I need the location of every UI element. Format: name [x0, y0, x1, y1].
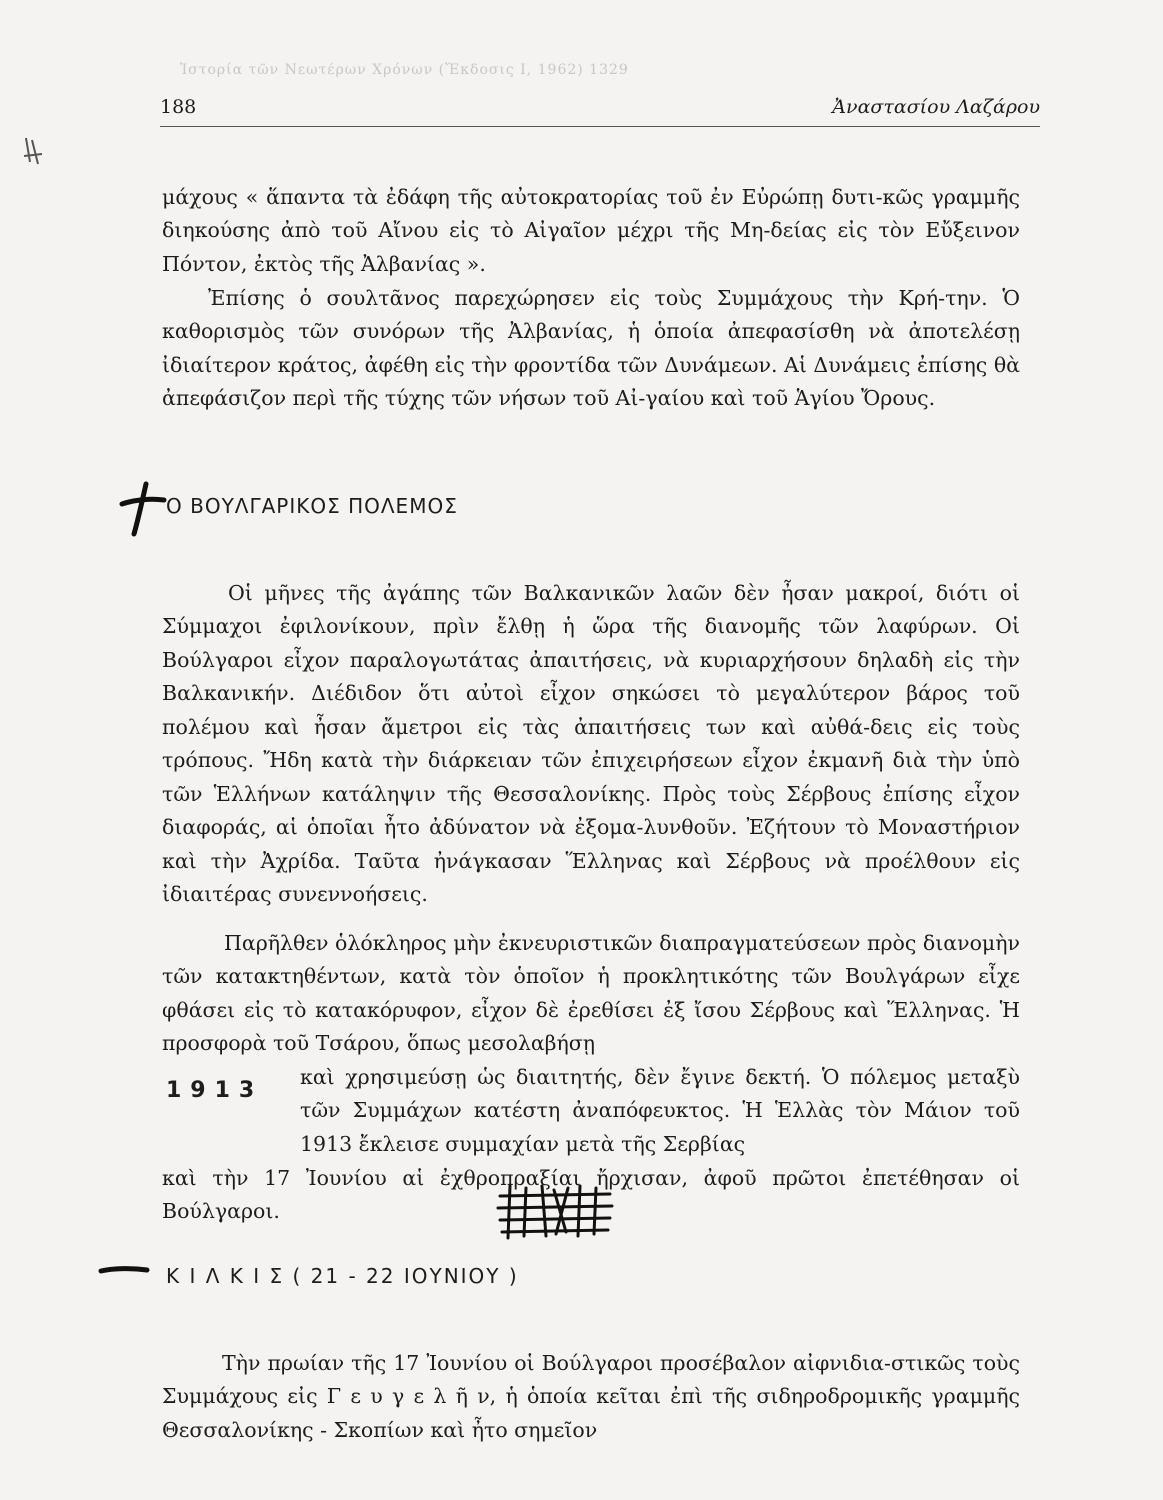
hand-drawn-dash-mark — [98, 1262, 150, 1278]
margin-year: 1913 — [166, 1078, 264, 1103]
running-head-author: Ἀναστασίου Λαζάρου — [832, 96, 1040, 118]
margin-scribble — [20, 134, 50, 168]
paragraph-allies-quarrel: Οἱ μῆνες τῆς ἀγάπης τῶν Βαλκανικῶν λαῶν δὲν ἦσαν μακροί, διότι οἱ Σύμμαχοι ἐφιλονίκουν, πρὶν ἔλθῃ ἡ ὥρα τῆς διανομῆς τῶν λαφύρων. Οἱ Βούλγαροι εἶχον παραλογωτάτας ἀπαιτήσεις, νὰ κυριαρχήσουν δηλαδὴ εἰς τὴν Βαλκανικήν. Διέδιδον ὅτι αὐτοὶ εἶχον σηκώσει τὸ μεγαλύτερον βάρος τοῦ πολέμου καὶ ἦσαν ἄμετροι εἰς τὰς ἀπαιτήσεις των καὶ αὐθά-δεις εἰς τοὺς τρόπους. Ἤδη κατὰ τὴν διάρκειαν τῶν ἐπιχειρήσεων εἶχον ἐκμανῆ διὰ τὴν ὑπὸ τῶν Ἑλλήνων κατάληψιν τῆς Θεσσαλονίκης. Πρὸς τοὺς Σέρβους ἐπίσης εἶχον διαφοράς, αἱ ὁποῖαι ἦτο ἀδύνατον νὰ ἐξομα-λυνθοῦν. Ἐζήτουν τὸ Μοναστήριον καὶ τὴν Ἀχρίδα. Ταῦτα ἠνάγκασαν Ἕλληνας καὶ Σέρβους νὰ προέλθουν εἰς ἰδιαιτέρας συνεννοήσεις. — [162, 580, 1020, 906]
section-heading-bulgarian-war: Ο ΒΟΥΛΓΑΡΙΚΟΣ ΠΟΛΕΜΟΣ — [166, 494, 458, 518]
paragraph-crete-albania: Ἐπίσης ὁ σουλτᾶνος παρεχώρησεν εἰς τοὺς Συμμάχους τὴν Κρή-την. Ὁ καθορισμὸς τῶν συνόρων τῆς Ἀλβανίας, ἡ ὁποία ἀπεφασίσθη νὰ ἀποτελέσῃ ἰδιαίτερον κράτος, ἀφέθη εἰς τὴν φροντίδα τῶν Δυνάμεων. Αἱ Δυνάμεις ἐπίσης θὰ ἀπεφάσιζον περὶ τῆς τύχης τῶν νήσων τοῦ Αἰ-γαίου καὶ τοῦ Ἁγίου Ὄρους. — [162, 285, 1020, 410]
section-heading-kilkis: Κ Ι Λ Κ Ι Σ ( 21 - 22 ΙΟΥΝΙΟΥ ) — [166, 1264, 519, 1288]
paragraph-allied-territories: μάχους « ἅπαντα τὰ ἐδάφη τῆς αὐτοκρατορίας τοῦ ἐν Εὐρώπῃ δυτι-κῶς γραμμῆς διηκούσης ἀπὸ τοῦ Αἴνου εἰς τὸ Αἰγαῖον μέχρι τῆς Μη-δείας εἰς τὸν Εὔξεινον Πόντον, ἐκτὸς τῆς Ἀλβανίας ». — [162, 184, 1020, 276]
paragraph-hostilities-begin: καὶ τὴν 17 Ἰουνίου αἱ ἐχθροπραξίαι ἤρχισαν, ἀφοῦ πρῶτοι ἐπετέθησαν οἱ Βούλγαροι. — [162, 1165, 1020, 1223]
page-number: 188 — [160, 96, 197, 118]
paragraph-gevgeli-attack: Τὴν πρωίαν τῆς 17 Ἰουνίου οἱ Βούλγαροι προσέβαλον αἰφνιδια-στικῶς τοὺς Συμμάχους εἰς Γ ε υ γ ε λ ῆ ν, ἡ ὁποία κεῖται ἐπὶ τῆς σιδηροδρομικῆς γραμμῆς Θεσσαλονίκης - Σκοπίων καὶ ἦτο σημεῖον — [162, 1350, 1020, 1442]
paragraph-war-inevitable: καὶ χρησιμεύσῃ ὡς διαιτητής, δὲν ἔγινε δεκτή. Ὁ πόλεμος μεταξὺ τῶν Συμμάχων κατέστη ἀναπόφευκτος. Ἡ Ἑλλὰς τὸν Μάιον τοῦ 1913 ἔκλεισε συμμαχίαν μετὰ τῆς Σερβίας — [300, 1064, 1020, 1156]
hand-drawn-cross-mark — [116, 480, 168, 538]
bleed-through-text: Ἱστορία τῶν Νεωτέρων Χρόνων (Ἔκδοσις Ι, 1962) 1329 — [180, 62, 629, 78]
paragraph-negotiations: Παρῆλθεν ὁλόκληρος μὴν ἐκνευριστικῶν διαπραγματεύσεων πρὸς διανομὴν τῶν κατακτηθέντων, κατὰ τὸν ὁποῖον ἡ προκλητικότης τῶν Βουλγάρων εἶχε φθάσει εἰς τὸ κατακόρυφον, εἶχον δὲ ἐρεθίσει ἐξ ἴσου Σέρβους καὶ Ἕλληνας. Ἡ προσφορὰ τοῦ Τσάρου, ὅπως μεσολαβήσῃ — [162, 930, 1020, 1055]
running-head — [160, 96, 1040, 127]
hand-drawn-grid-scribble — [496, 1182, 614, 1240]
